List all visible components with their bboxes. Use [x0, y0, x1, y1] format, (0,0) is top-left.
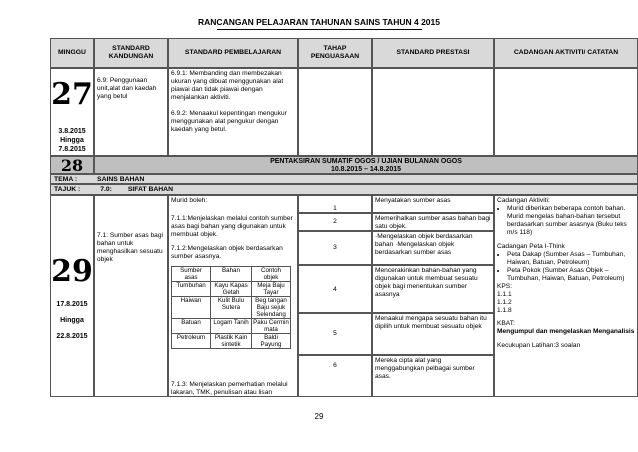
prestasi-4: Mencerakinkan bahan-bahan yang digunakan untuk membuat sesuatu objek bagi menentukan sumber asasnya	[372, 265, 494, 313]
kps-item: 1.1.1	[497, 291, 512, 298]
week-number: 29	[51, 254, 93, 289]
week-27-cadangan	[494, 68, 638, 156]
week-27-row	[50, 68, 638, 156]
pembelajaran-713: 7.1.3: Menjelaskan pemerhatian melalui lakaran, TMK, penulisan atau lisan	[171, 381, 288, 396]
tahap-1: 1	[298, 195, 372, 213]
week-28-row	[50, 156, 638, 174]
header-cadangan: CADANGAN AKTIVITI/ CATATAN	[494, 38, 638, 68]
table-cell: Plastik Kain sintetik	[211, 334, 252, 349]
week-date-to: 22.8.2015	[56, 333, 88, 340]
week-number: 28	[60, 156, 84, 174]
table-cell: Logam Tanih	[211, 319, 252, 334]
pembelajaran-712: 7.1.2:Mengelaskan objek berdasarkan sumber asasnya.	[171, 245, 283, 260]
week-29-row	[50, 195, 638, 397]
tahap-6: 6	[298, 355, 372, 397]
kbat-value: Mengumpul dan mengelaskan Menganalisis	[497, 328, 635, 335]
table-cell: Beg tangan Baju sejuk Selendang	[252, 297, 291, 319]
kecukupan-latihan: Kecukupan Latihan:3 soalan	[497, 342, 581, 349]
week-27-tahap	[298, 68, 372, 156]
tajuk-label: TAJUK :	[54, 186, 81, 193]
table-row	[172, 319, 291, 334]
tajuk-row	[50, 184, 638, 195]
aktiviti-list	[497, 205, 635, 237]
tema-cell	[50, 174, 638, 184]
kbat-label: KBAT:	[497, 320, 515, 327]
sumber-asas-table	[171, 266, 291, 349]
week-date-from: 17.8.2015	[56, 301, 88, 308]
header-standard-pembelajaran: STANDARD PEMBELAJARAN	[168, 38, 298, 68]
week-28-cell	[50, 156, 94, 174]
pembelajaran-692: 6.9.2: Menaakul kepentingan mengukur menggunakan alat pengukur dengan kaedah yang betul.	[171, 110, 287, 133]
tema-label: TEMA :	[54, 176, 78, 183]
table-row	[172, 334, 291, 349]
page-number: 29	[314, 412, 324, 421]
week-29-cadangan	[494, 195, 638, 397]
table-cell: Baldi Payung	[252, 334, 291, 349]
table-cell: Meja Baju Tayar	[252, 282, 291, 297]
week-27-prestasi	[372, 68, 494, 156]
week-27-cell	[50, 68, 94, 156]
table-cell: Kayu Kapas Getah	[211, 282, 252, 297]
header-tahap-penguasaan: TAHAP PENGUASAAN	[298, 38, 372, 68]
tahap-4: 4	[298, 265, 372, 313]
aktiviti-label: Cadangan Aktiviti:	[497, 197, 550, 204]
week-29-prestasi-block	[298, 195, 494, 397]
table-header	[172, 267, 291, 282]
week-28-assessment	[94, 156, 638, 174]
ithink-item: • Peta Pokok (Sumber Asas Objek – Tumbuhan, Haiwan, Batuan, Petroleum)	[507, 267, 635, 283]
tajuk-cell	[50, 184, 638, 195]
table-header-cell: Bahan	[211, 267, 252, 282]
week-hingga: Hingga	[60, 317, 84, 324]
assessment-dates: 10.8.2015 – 14.8.2015	[330, 166, 402, 173]
table-cell: Kulit Bulu Sutera	[211, 297, 252, 319]
ithink-list	[497, 251, 635, 283]
week-29-cell	[50, 195, 94, 397]
ithink-item: • Peta Dakap (Sumber Asas – Tumbuhan, Haiwan, Batuan, Petroleum)	[507, 251, 635, 267]
table-cell: Haiwan	[172, 297, 211, 319]
document-title: RANCANGAN PELAJARAN TAHUNAN SAINS TAHUN 4 2015	[0, 17, 638, 30]
tema-value: SAINS BAHAN	[97, 176, 145, 183]
week-hingga: Hingga	[60, 137, 84, 144]
tahap-3: 3	[298, 231, 372, 265]
table-cell: Paku Cermin mata	[253, 319, 289, 333]
table-header-cell: Sumber asas	[172, 267, 211, 282]
week-27-pembelajaran	[168, 68, 298, 156]
table-header-row	[50, 38, 638, 68]
table-row	[172, 282, 291, 297]
header-minggu: MINGGU	[50, 38, 94, 68]
table-cell: Tumbuhan	[172, 282, 211, 297]
week-29-pembelajaran	[168, 195, 298, 397]
prestasi-1: Menyatakan sumber asas	[372, 195, 494, 213]
week-date-to: 7.8.2015	[58, 146, 86, 153]
header-standard-kandungan: STANDARD KANDUNGAN	[94, 38, 168, 68]
tajuk-code: 7.0:	[100, 186, 112, 193]
week-29-kandungan: 7.1: Sumber asas bagi bahan untuk menghasilkan sesuatu objek	[94, 195, 168, 397]
kps-item: 1.1.8	[497, 307, 512, 314]
kps-item: 1.1.2	[497, 299, 512, 306]
tema-row	[50, 174, 638, 184]
pembelajaran-711: 7.1.1:Menjelaskan melalui contoh sumber asas bagi bahan yang digunakan untuk membuat objek.	[171, 215, 293, 238]
tahap-5: 5	[298, 313, 372, 355]
kps-label: KPS:	[497, 283, 513, 290]
prestasi-2: Memerihalkan sumber asas bahan bagi satu objek.	[372, 213, 494, 231]
prestasi-5: Menaakul mengapa sesuatu bahan itu dipilih untuk membuat sesuatu objek	[372, 313, 494, 355]
murid-boleh: Murid boleh:	[171, 197, 208, 204]
tajuk-value: SIFAT BAHAN	[127, 186, 173, 193]
aktiviti-item: • Murid diberikan beberapa contoh bahan. Murid mengelas bahan-bahan tersebut berdasarkan sumber asasnya (Buku teks m/s 118)	[507, 205, 635, 237]
header-standard-prestasi: STANDARD PRESTASI	[372, 38, 494, 68]
ithink-label: Cadangan Peta I-Think	[497, 243, 565, 250]
table-cell: Batuan	[172, 319, 211, 334]
prestasi-6: Mereka cipta alat yang menggabungkan pelbagai sumber asas.	[372, 355, 494, 397]
week-date-from: 3.8.2015	[58, 128, 86, 135]
table-cell: Petroleum	[172, 334, 211, 349]
pembelajaran-691: 6.9.1: Membanding dan membezakan ukuran yang dibuat menggunakan alat piawai dan tidak piawai dengan menjalankan aktiviti.	[171, 70, 284, 101]
assessment-title: PENTAKSIRAN SUMATIF OGOS / UJIAN BULANAN OGOS	[270, 158, 462, 165]
week-27-kandungan: 6.9: Penggunaan unit,alat dan kaedah yang betul	[94, 68, 168, 156]
tahap-2: 2	[298, 213, 372, 231]
table-header-cell: Contoh objek	[252, 267, 291, 282]
table-row	[172, 297, 291, 319]
prestasi-3: ·Mengelaskan objek berdasarkan bahan ·Mengelaskan objek berdasarkan sumber asas	[372, 231, 494, 265]
week-number: 27	[51, 77, 93, 112]
